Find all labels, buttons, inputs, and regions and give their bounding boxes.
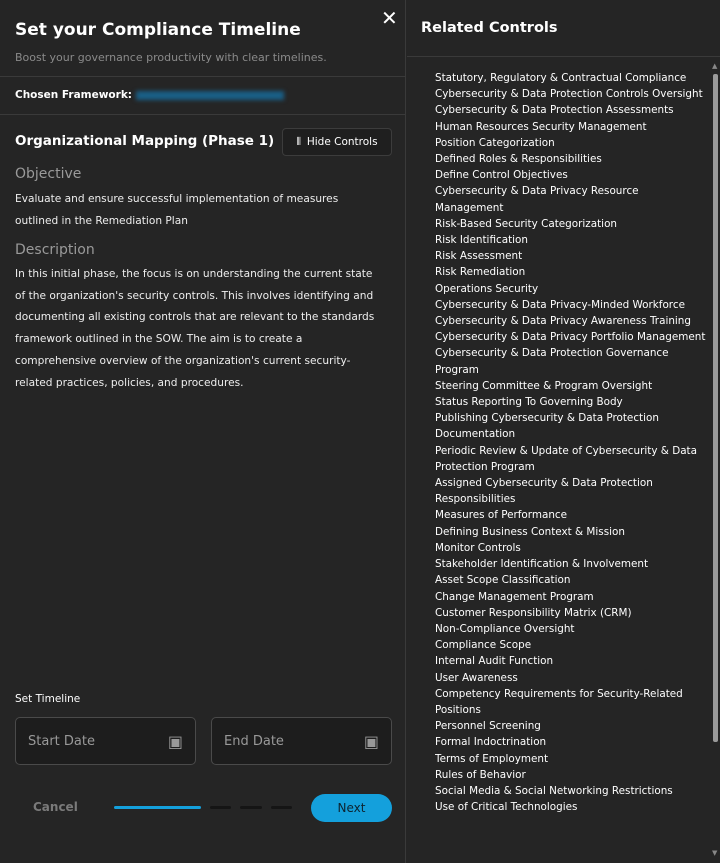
related-controls-title: Related Controls [421,20,558,36]
related-control-item: • Risk-Based Security Categorization [435,216,707,232]
hide-controls-label: Hide Controls [306,136,378,148]
scrollbar-thumb[interactable] [713,74,718,742]
related-control-item: • Risk Identification [435,232,707,248]
related-control-item: • Asset Scope Classification [435,572,707,588]
related-control-item: • Terms of Employment [435,751,707,767]
related-control-item: • Human Resources Security Management [435,119,707,135]
related-control-item: • Cybersecurity & Data Privacy Portfolio Management [435,329,707,345]
related-control-item: • Competency Requirements for Security-Related Positions [435,686,707,718]
related-control-item: • Customer Responsibility Matrix (CRM) [435,605,707,621]
related-control-item: • User Awareness [435,670,707,686]
framework-label: Chosen Framework: [15,89,132,101]
objective-heading: Objective [15,166,82,182]
related-control-item: • Periodic Review & Update of Cybersecurity & Data Protection Program [435,443,707,475]
description-text: In this initial phase, the focus is on understanding the current state of the organization's security controls. This involves identifying and documenting all existing controls that are relevant to the standards framework outlined in the SOW. The aim is to create a comprehensive overview of the organization's current security-related practices, policies, and procedures. [15,268,375,389]
close-icon[interactable]: ✕ [381,6,398,30]
calendar-icon[interactable]: ▣ [167,731,183,751]
progress-step-3 [240,806,262,809]
related-control-item: • Risk Remediation [435,264,707,280]
related-control-item: • Assigned Cybersecurity & Data Protection Responsibilities [435,475,707,507]
related-control-item: • Measures of Performance [435,507,707,523]
related-control-item: • Monitor Controls [435,540,707,556]
objective-text: Evaluate and ensure successful implementation of measures outlined in the Remediation Plan [15,193,339,227]
phase-title: Organizational Mapping (Phase 1) [15,133,275,149]
related-control-item: • Rules of Behavior [435,767,707,783]
hide-controls-button[interactable] [282,128,392,156]
related-control-item: • Internal Audit Function [435,653,707,669]
related-control-item: • Social Media & Social Networking Restrictions [435,783,707,799]
progress-step-2 [210,806,231,809]
related-control-item: • Personnel Screening [435,718,707,734]
end-date-placeholder: End Date [224,733,284,749]
related-control-item: • Cybersecurity & Data Privacy Awareness Training [435,313,707,329]
progress-step-1-active [114,806,201,809]
related-control-item: • Compliance Scope [435,637,707,653]
dialog-subtitle: Boost your governance productivity with clear timelines. [15,51,327,64]
related-control-item: • Cybersecurity & Data Privacy Resource Management [435,183,707,215]
related-control-item: • Use of Critical Technologies [435,799,707,815]
divider [0,114,406,115]
related-control-item: • Steering Committee & Program Oversight [435,378,707,394]
related-control-item: • Risk Assessment [435,248,707,264]
divider [407,56,720,57]
related-controls-list [435,70,707,863]
related-control-item: • Defining Business Context & Mission [435,524,707,540]
end-date-input[interactable] [211,717,392,765]
related-control-item: • Status Reporting To Governing Body [435,394,707,410]
related-control-item: • Position Categorization [435,135,707,151]
start-date-input[interactable] [15,717,196,765]
progress-step-4 [271,806,292,809]
scroll-up-icon[interactable]: ▲ [712,62,718,70]
related-control-item: • Stakeholder Identification & Involvement [435,556,707,572]
related-control-item: • Change Management Program [435,589,707,605]
framework-value-redacted [136,91,284,100]
description-heading: Description [15,242,95,258]
calendar-icon[interactable]: ▣ [363,731,379,751]
divider [0,76,406,77]
related-control-item: • Publishing Cybersecurity & Data Protection Documentation [435,410,707,442]
chosen-framework [15,89,284,101]
scrollbar[interactable] [711,62,719,857]
related-control-item: • Formal Indoctrination [435,734,707,750]
next-button[interactable]: Next [311,794,392,822]
related-control-item: • Cybersecurity & Data Protection Governance Program [435,345,707,377]
related-control-item: • Define Control Objectives [435,167,707,183]
related-control-item: • Cybersecurity & Data Protection Assessments [435,102,707,118]
related-control-item: • Non-Compliance Oversight [435,621,707,637]
scroll-down-icon[interactable]: ▼ [712,849,718,857]
related-control-item: • Cybersecurity & Data Privacy-Minded Workforce [435,297,707,313]
related-control-item: • Defined Roles & Responsibilities [435,151,707,167]
related-control-item: • Operations Security [435,281,707,297]
cancel-button[interactable]: Cancel [33,800,78,814]
controls-icon: ⫴ [296,135,301,148]
related-controls-panel [407,0,720,863]
set-timeline-label: Set Timeline [15,693,81,705]
related-control-item: • Statutory, Regulatory & Contractual Compliance [435,70,707,86]
related-control-item: • Cybersecurity & Data Protection Controls Oversight [435,86,707,102]
dialog-title: Set your Compliance Timeline [15,20,301,40]
start-date-placeholder: Start Date [28,733,95,749]
